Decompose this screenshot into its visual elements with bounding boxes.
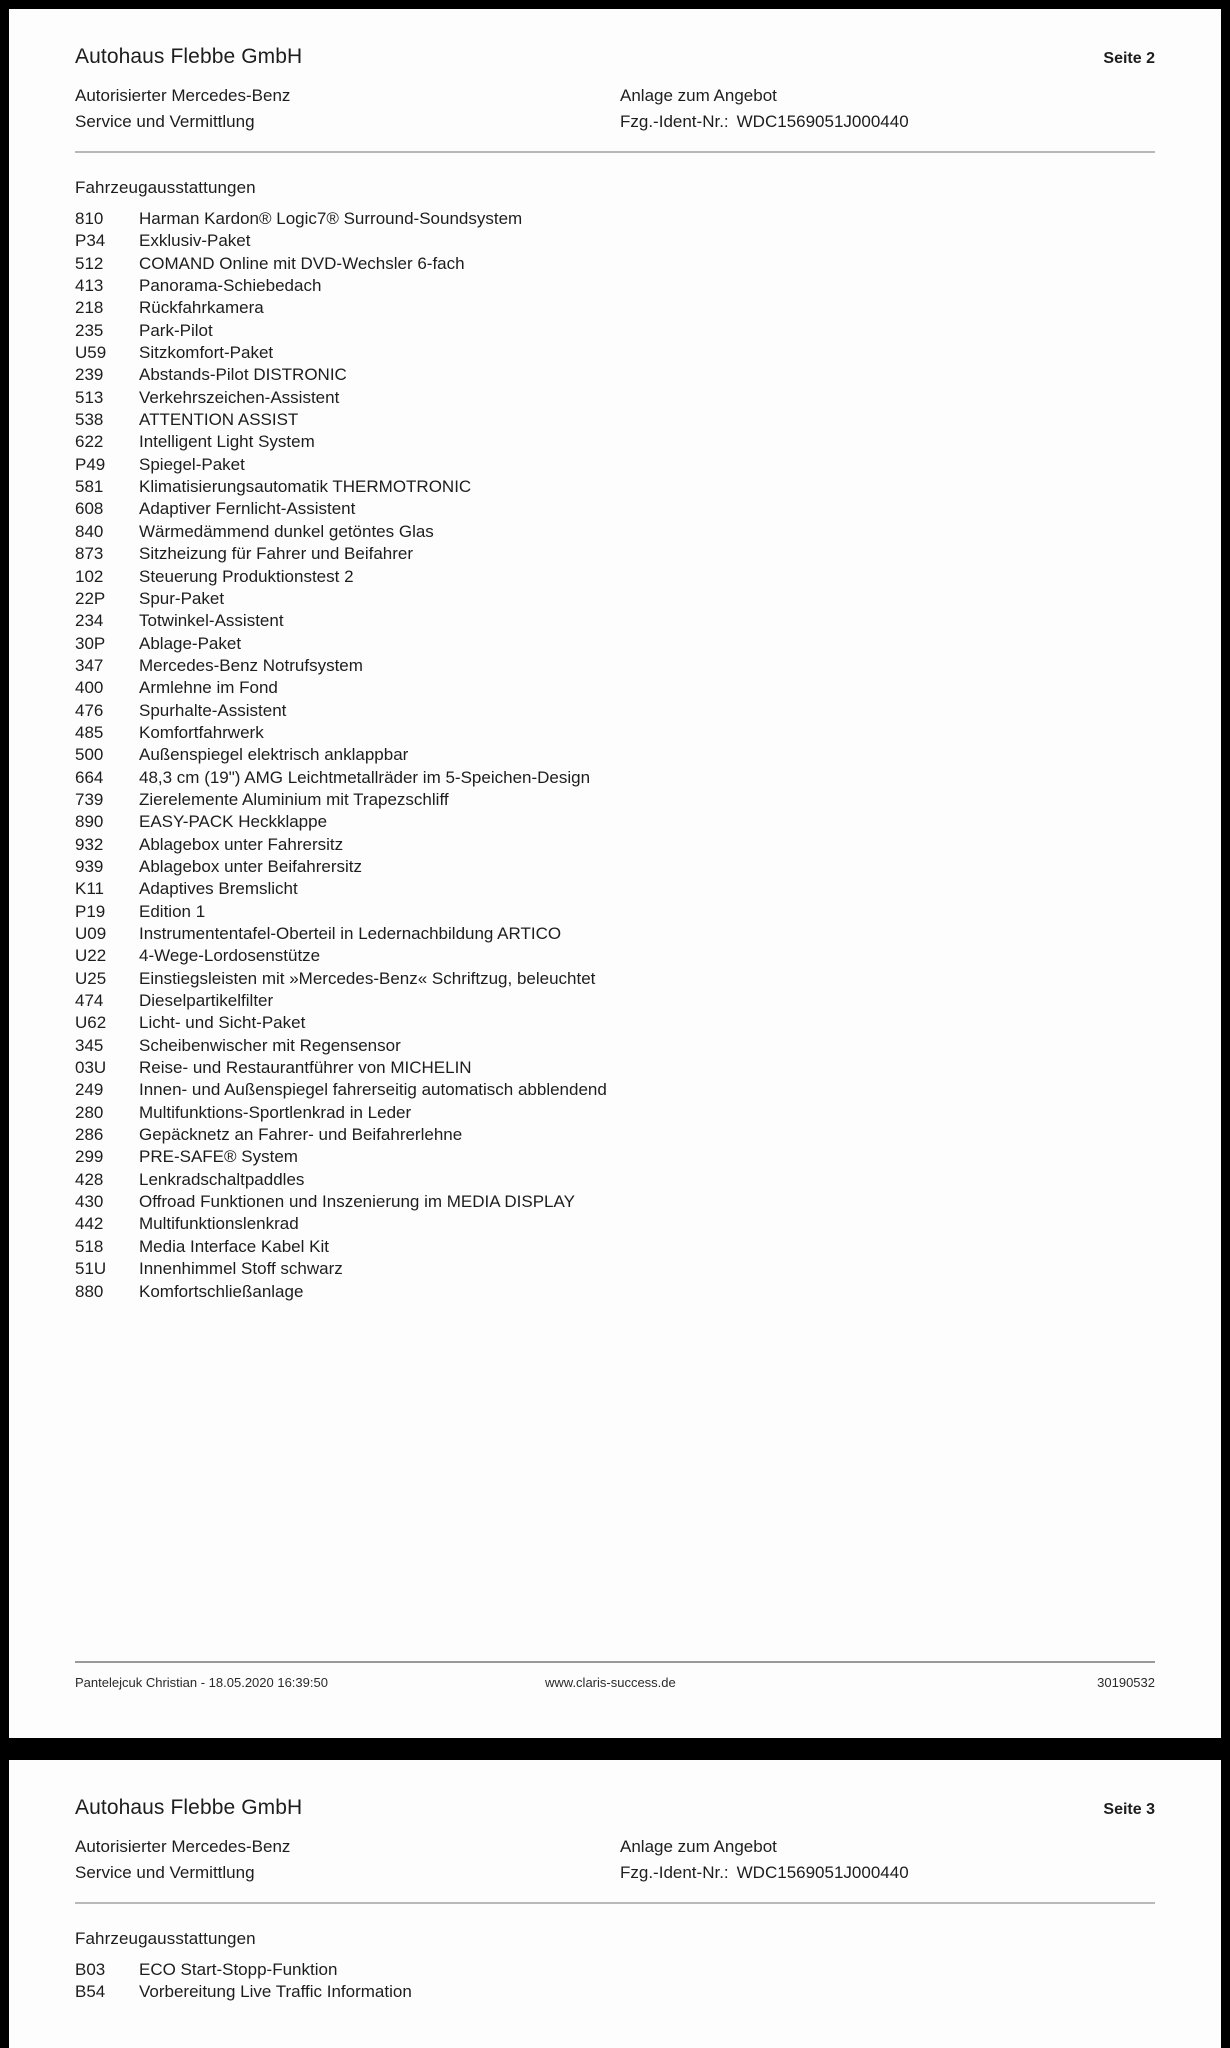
equipment-code: P34 xyxy=(75,231,106,251)
equipment-code: 810 xyxy=(75,209,104,228)
equipment-code: U25 xyxy=(75,968,107,988)
header-top-row xyxy=(75,45,1155,69)
equipment-code: 286 xyxy=(75,1125,104,1145)
equipment-description: EASY-PACK Heckklappe xyxy=(139,812,328,832)
equipment-code: 428 xyxy=(75,1169,104,1189)
equipment-row xyxy=(75,1012,1155,1034)
equipment-code: 476 xyxy=(75,700,104,720)
equipment-list-page-2 xyxy=(75,208,1155,1303)
equipment-description: Abstands-Pilot DISTRONIC xyxy=(139,365,347,385)
header-detail-row-2 xyxy=(75,1834,1155,1886)
equipment-code: 581 xyxy=(75,477,104,497)
equipment-description: Spiegel-Paket xyxy=(139,454,245,474)
vin-value: WDC1569051J000440 xyxy=(736,112,909,131)
equipment-code: 345 xyxy=(75,1035,104,1055)
equipment-row xyxy=(75,1124,1155,1146)
equipment-row xyxy=(75,990,1155,1012)
equipment-code: P19 xyxy=(75,901,106,921)
equipment-code: 622 xyxy=(75,432,104,452)
equipment-row xyxy=(75,677,1155,699)
header-divider xyxy=(75,151,1155,153)
equipment-code: U09 xyxy=(75,924,107,943)
company-name: Autohaus Flebbe GmbH xyxy=(75,45,303,68)
equipment-description: Park-Pilot xyxy=(139,320,213,340)
equipment-description: Einstiegsleisten mit »Mercedes-Benz« Schriftzug, beleuchtet xyxy=(139,968,596,988)
equipment-code: 03U xyxy=(75,1058,107,1078)
equipment-description: 48,3 cm (19") AMG Leichtmetallräder im 5-Speichen-Design xyxy=(139,767,591,787)
equipment-row xyxy=(75,275,1155,297)
company-subtitle-line-2-b: Service und Vermittlung xyxy=(75,1863,255,1882)
equipment-code: 739 xyxy=(75,789,104,809)
equipment-description: Spurhalte-Assistent xyxy=(139,700,287,720)
equipment-description: Rückfahrkamera xyxy=(139,298,264,318)
equipment-code: 608 xyxy=(75,499,104,519)
equipment-code: 239 xyxy=(75,365,104,385)
equipment-code: 890 xyxy=(75,812,104,832)
footer-document-number: 30190532 xyxy=(1097,1675,1155,1690)
equipment-row xyxy=(75,297,1155,319)
equipment-code: 413 xyxy=(75,276,104,296)
footer-website: www.claris-success.de xyxy=(545,1675,676,1690)
equipment-description: Ablage-Paket xyxy=(139,633,242,653)
equipment-code: 235 xyxy=(75,320,104,340)
page-header xyxy=(75,9,1155,153)
equipment-description: Ablagebox unter Fahrersitz xyxy=(139,834,344,854)
company-address-block-2 xyxy=(75,1834,620,1886)
page-header-2 xyxy=(75,1760,1155,1904)
equipment-row xyxy=(75,856,1155,878)
header-top-row-2 xyxy=(75,1796,1155,1820)
equipment-description: Edition 1 xyxy=(139,901,206,921)
equipment-code: 500 xyxy=(75,745,104,765)
equipment-description: Reise- und Restaurantführer von MICHELIN xyxy=(139,1058,472,1078)
equipment-code: 249 xyxy=(75,1080,104,1100)
equipment-row xyxy=(75,1102,1155,1124)
equipment-row xyxy=(75,1213,1155,1235)
document-type: Anlage zum Angebot xyxy=(620,86,777,105)
equipment-row xyxy=(75,387,1155,409)
equipment-row xyxy=(75,610,1155,632)
equipment-description: ECO Start-Stopp-Funktion xyxy=(139,1960,338,1979)
equipment-description: Licht- und Sicht-Paket xyxy=(139,1013,306,1033)
equipment-description: Dieselpartikelfilter xyxy=(139,991,274,1011)
document-page-3 xyxy=(9,1760,1221,2048)
equipment-row xyxy=(75,521,1155,543)
equipment-code: 347 xyxy=(75,655,104,675)
equipment-code: 513 xyxy=(75,387,104,407)
equipment-row xyxy=(75,320,1155,342)
equipment-description: Sitzkomfort-Paket xyxy=(139,343,274,363)
equipment-description: Komfortfahrwerk xyxy=(139,722,264,742)
equipment-row xyxy=(75,767,1155,789)
equipment-description: Media Interface Kabel Kit xyxy=(139,1236,329,1256)
equipment-description: Adaptives Bremslicht xyxy=(139,879,298,899)
equipment-description: Scheibenwischer mit Regensensor xyxy=(139,1035,401,1055)
equipment-code: 442 xyxy=(75,1214,104,1234)
equipment-description: ATTENTION ASSIST xyxy=(139,410,299,430)
equipment-row xyxy=(75,1079,1155,1101)
equipment-description: 4-Wege-Lordosenstütze xyxy=(139,946,321,966)
equipment-description: Außenspiegel elektrisch anklappbar xyxy=(139,745,409,765)
company-subtitle-line-2: Service und Vermittlung xyxy=(75,112,255,131)
equipment-row xyxy=(75,543,1155,565)
equipment-row xyxy=(75,431,1155,453)
equipment-row xyxy=(75,1981,1155,2003)
equipment-description: Armlehne im Fond xyxy=(139,678,278,698)
equipment-code: 474 xyxy=(75,991,104,1011)
equipment-description: Multifunktionslenkrad xyxy=(139,1214,299,1234)
equipment-code: 840 xyxy=(75,521,104,541)
equipment-row xyxy=(75,789,1155,811)
equipment-description: Multifunktions-Sportlenkrad in Leder xyxy=(139,1102,412,1122)
document-meta-block xyxy=(620,83,1155,135)
equipment-description: Innen- und Außenspiegel fahrerseitig automatisch abblendend xyxy=(139,1080,607,1100)
equipment-row xyxy=(75,253,1155,275)
equipment-row xyxy=(75,1281,1155,1303)
equipment-code: 880 xyxy=(75,1281,104,1301)
equipment-description: Panorama-Schiebedach xyxy=(139,276,322,296)
equipment-row xyxy=(75,342,1155,364)
equipment-description: Ablagebox unter Beifahrersitz xyxy=(139,856,363,876)
equipment-row xyxy=(75,1191,1155,1213)
equipment-code: 512 xyxy=(75,253,104,273)
document-page-2 xyxy=(9,9,1221,1738)
equipment-row xyxy=(75,409,1155,431)
equipment-description: Spur-Paket xyxy=(139,588,225,608)
equipment-code: U62 xyxy=(75,1013,107,1033)
footer-content xyxy=(75,1663,1155,1690)
equipment-code: 400 xyxy=(75,678,104,698)
equipment-description: Komfortschließanlage xyxy=(139,1281,304,1301)
page-footer xyxy=(75,1661,1155,1690)
equipment-row xyxy=(75,722,1155,744)
equipment-row xyxy=(75,878,1155,900)
equipment-row xyxy=(75,968,1155,990)
section-title-equipment: Fahrzeugausstattungen xyxy=(75,178,256,197)
vin-line xyxy=(620,109,1155,135)
equipment-code: 234 xyxy=(75,611,104,631)
equipment-list-page-3 xyxy=(75,1959,1155,2004)
equipment-description: Vorbereitung Live Traffic Information xyxy=(139,1982,412,2002)
vin-value-2: WDC1569051J000440 xyxy=(736,1863,909,1882)
equipment-row xyxy=(75,811,1155,833)
equipment-code: 30P xyxy=(75,633,106,653)
equipment-row xyxy=(75,1959,1155,1981)
equipment-description: Innenhimmel Stoff schwarz xyxy=(139,1259,343,1279)
equipment-description: Intelligent Light System xyxy=(139,432,315,452)
equipment-description: Zierelemente Aluminium mit Trapezschliff xyxy=(139,789,449,809)
equipment-code: 218 xyxy=(75,298,104,318)
equipment-row xyxy=(75,454,1155,476)
vin-label: Fzg.-Ident-Nr.: xyxy=(620,112,729,131)
equipment-row xyxy=(75,364,1155,386)
company-address-block xyxy=(75,83,620,135)
equipment-row xyxy=(75,1035,1155,1057)
equipment-description: Exklusiv-Paket xyxy=(139,231,251,251)
equipment-row xyxy=(75,1258,1155,1280)
equipment-description: COMAND Online mit DVD-Wechsler 6-fach xyxy=(139,253,465,273)
equipment-row xyxy=(75,1236,1155,1258)
equipment-description: Sitzheizung für Fahrer und Beifahrer xyxy=(139,544,414,564)
equipment-row xyxy=(75,476,1155,498)
equipment-code: 873 xyxy=(75,544,104,564)
equipment-code: 932 xyxy=(75,834,104,854)
equipment-description: Wärmedämmend dunkel getöntes Glas xyxy=(139,521,434,541)
equipment-code: B03 xyxy=(75,1960,106,1979)
equipment-description: PRE-SAFE® System xyxy=(139,1147,298,1167)
equipment-row xyxy=(75,566,1155,588)
equipment-code: 538 xyxy=(75,410,104,430)
page-separator-top xyxy=(0,0,1230,9)
equipment-code: K11 xyxy=(75,879,104,899)
equipment-description: Harman Kardon® Logic7® Surround-Soundsystem xyxy=(139,209,523,228)
equipment-code: 22P xyxy=(75,588,106,608)
equipment-code: 518 xyxy=(75,1236,104,1256)
company-subtitle-line-1: Autorisierter Mercedes-Benz xyxy=(75,86,291,105)
company-subtitle-line-1-b: Autorisierter Mercedes-Benz xyxy=(75,1837,291,1856)
vin-label-2: Fzg.-Ident-Nr.: xyxy=(620,1863,729,1882)
equipment-description: Instrumententafel-Oberteil in Ledernachbildung ARTICO xyxy=(139,924,562,943)
equipment-description: Lenkradschaltpaddles xyxy=(139,1169,305,1189)
equipment-row xyxy=(75,208,1155,230)
equipment-row xyxy=(75,744,1155,766)
equipment-row xyxy=(75,1146,1155,1168)
document-meta-block-2 xyxy=(620,1834,1155,1886)
equipment-description: Totwinkel-Assistent xyxy=(139,611,284,631)
equipment-description: Adaptiver Fernlicht-Assistent xyxy=(139,499,356,519)
equipment-code: P49 xyxy=(75,454,106,474)
equipment-description: Klimatisierungsautomatik THERMOTRONIC xyxy=(139,477,472,497)
header-divider-2 xyxy=(75,1902,1155,1904)
equipment-row xyxy=(75,1057,1155,1079)
equipment-row xyxy=(75,834,1155,856)
page-separator-middle xyxy=(0,1738,1230,1760)
equipment-code: 280 xyxy=(75,1102,104,1122)
company-name-2: Autohaus Flebbe GmbH xyxy=(75,1796,303,1819)
equipment-description: Offroad Funktionen und Inszenierung im MEDIA DISPLAY xyxy=(139,1192,575,1212)
equipment-code: B54 xyxy=(75,1982,106,2002)
equipment-code: 939 xyxy=(75,856,104,876)
equipment-row xyxy=(75,945,1155,967)
section-title-equipment-2: Fahrzeugausstattungen xyxy=(75,1929,256,1948)
footer-user-timestamp: Pantelejcuk Christian - 18.05.2020 16:39:50 xyxy=(75,1675,328,1690)
equipment-row xyxy=(75,700,1155,722)
equipment-row xyxy=(75,901,1155,923)
equipment-row xyxy=(75,1169,1155,1191)
equipment-description: Steuerung Produktionstest 2 xyxy=(139,566,354,586)
document-type-2: Anlage zum Angebot xyxy=(620,1837,777,1856)
equipment-code: 51U xyxy=(75,1259,107,1279)
equipment-row xyxy=(75,633,1155,655)
equipment-description: Verkehrszeichen-Assistent xyxy=(139,387,340,407)
equipment-code: 485 xyxy=(75,722,104,742)
equipment-row xyxy=(75,923,1155,945)
equipment-description: Mercedes-Benz Notrufsystem xyxy=(139,655,363,675)
page-number-label-2: Seite 3 xyxy=(1103,1801,1155,1818)
equipment-code: 299 xyxy=(75,1147,104,1167)
equipment-description: Gepäcknetz an Fahrer- und Beifahrerlehne xyxy=(139,1125,463,1145)
page-number-label: Seite 2 xyxy=(1103,50,1155,67)
header-detail-row xyxy=(75,83,1155,135)
equipment-code: U22 xyxy=(75,946,107,966)
equipment-row xyxy=(75,655,1155,677)
equipment-row xyxy=(75,230,1155,252)
equipment-row xyxy=(75,588,1155,610)
equipment-code: 664 xyxy=(75,767,104,787)
vin-line-2 xyxy=(620,1860,1155,1886)
equipment-code: U59 xyxy=(75,343,107,363)
equipment-code: 102 xyxy=(75,566,104,586)
equipment-code: 430 xyxy=(75,1192,104,1212)
equipment-row xyxy=(75,498,1155,520)
